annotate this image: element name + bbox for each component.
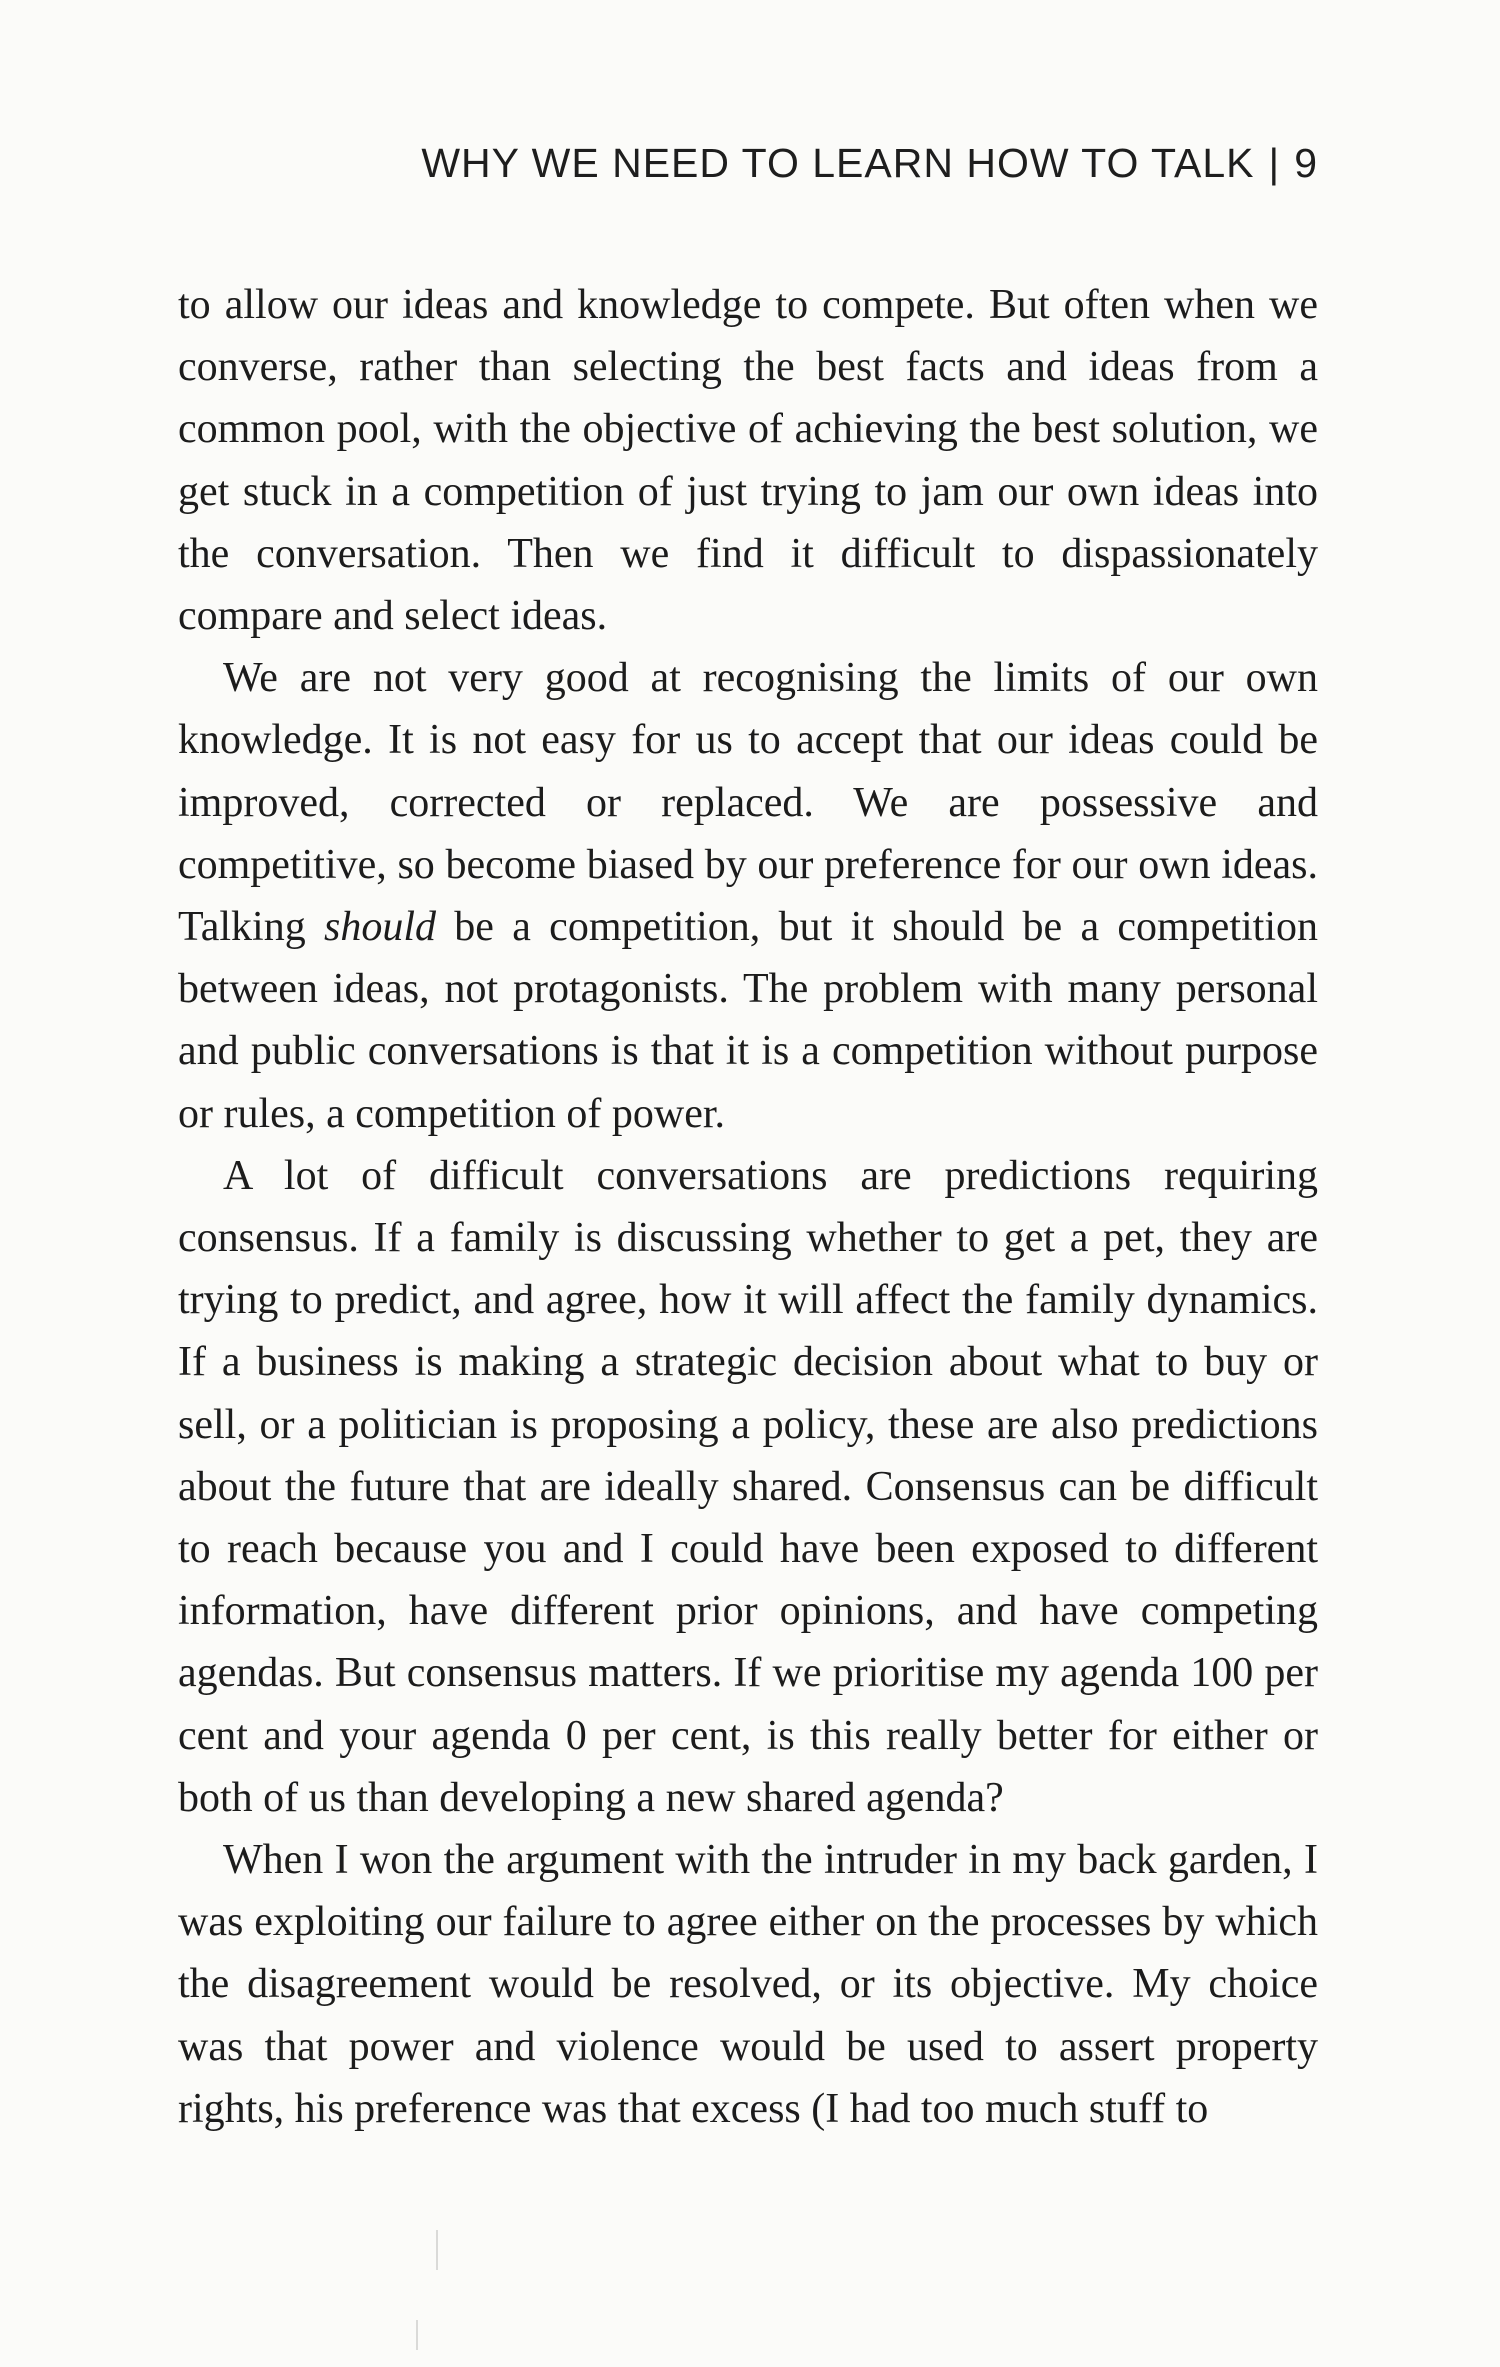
page-number: 9 bbox=[1294, 140, 1318, 186]
paragraph-4: When I won the argument with the intruder in my back garden, I was exploiting our failure to agree either on the processes by which the disagreement would be resolved, or its objective. My choice was that power and violence would be used to assert property rights, his preference was that excess (I had too much stuff to bbox=[178, 1837, 1318, 2132]
paragraph-2-text-start: We are not very good at recognising the limits of our own knowledge. It is not easy for us to accept that our ideas could be improved, corrected or replaced. We are possessive and competitive, so become biased by our preference for our own ideas. Talking bbox=[178, 655, 1318, 951]
body-text bbox=[178, 274, 1318, 2140]
running-head bbox=[421, 140, 1318, 187]
header-separator: | bbox=[1268, 140, 1281, 186]
scan-mark bbox=[436, 2230, 438, 2270]
paragraph-2-text-end: be a competition, but it should be a competition between ideas, not protagonists. The problem with many personal and public conversations is that it is a competition without purpose or rules, a competition of power. bbox=[178, 904, 1319, 1137]
emphasis-should: should bbox=[324, 904, 437, 951]
paragraph-2 bbox=[178, 647, 1318, 1145]
paragraph-1: to allow our ideas and knowledge to compete. But often when we converse, rather than selecting the best facts and ideas from a common pool, with the objective of achieving the best solution, we get stuck in a competition of just trying to jam our own ideas into the conversation. Then we find it difficult to dispassionately compare and select ideas. bbox=[178, 282, 1318, 640]
chapter-title: WHY WE NEED TO LEARN HOW TO TALK bbox=[421, 140, 1255, 186]
paragraph-3: A lot of difficult conversations are predictions requiring consensus. If a family is discussing whether to get a pet, they are trying to predict, and agree, how it will affect the family dynamics. If a business is making a strategic decision about what to buy or sell, or a politician is proposing a policy, these are also predictions about the future that are ideally shared. Consensus can be difficult to reach because you and I could have been exposed to different information, have different prior opinions, and have competing agendas. But consensus matters. If we prioritise my agenda 100 per cent and your agenda 0 per cent, is this really better for either or both of us than developing a new shared agenda? bbox=[178, 1152, 1318, 1821]
scan-mark bbox=[416, 2320, 418, 2350]
